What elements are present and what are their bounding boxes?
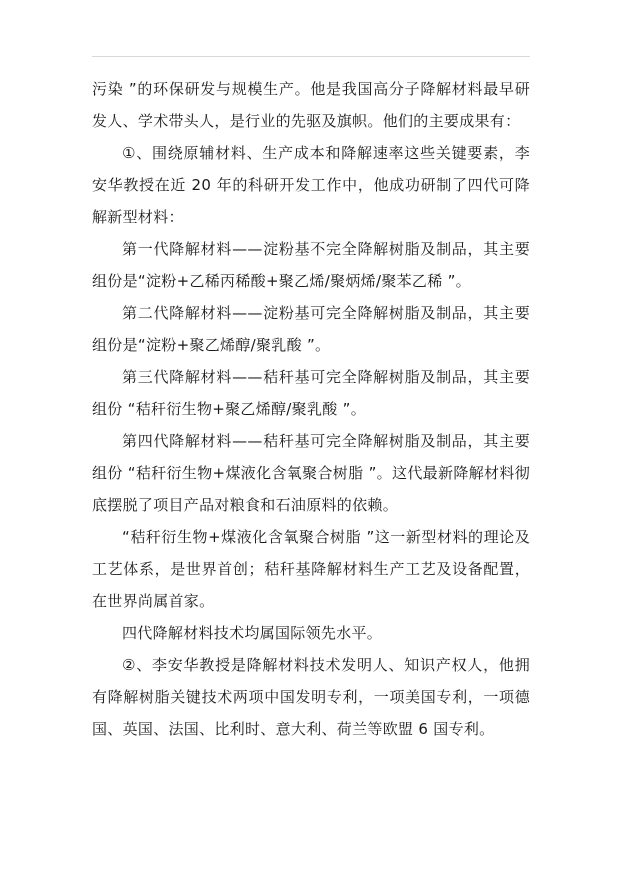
body-text: [92, 73, 530, 745]
paragraph-1: 污染 ”的环保研发与规模生产。他是我国高分子降解材料最早研发人、学术带头人，是行业的先驱及旗帜。他们的主要成果有：: [92, 80, 530, 130]
paragraph-6: 第四代降解材料——秸秆基可完全降解树脂及制品，其主要组份 “秸秆衍生物+煤液化含氧聚合树脂 ”。这代最新降解材料彻底摆脱了项目产品对粮食和石油原料的依赖。: [92, 432, 530, 514]
header-rule: [92, 56, 530, 57]
paragraph-9: ②、李安华教授是降解材料技术发明人、知识产权人，他拥有降解树脂关键技术两项中国发明专利，一项美国专利，一项德国、英国、法国、比利时、意大利、荷兰等欧盟 6 国专利。: [92, 656, 530, 738]
paragraph-4: 第二代降解材料——淀粉基可完全降解树脂及制品，其主要组份是“淀粉+聚乙烯醇/聚乳酸 ”。: [92, 304, 530, 354]
paragraph-5: 第三代降解材料——秸秆基可完全降解树脂及制品，其主要组份 “秸秆衍生物+聚乙烯醇/聚乳酸 ”。: [92, 368, 530, 418]
paragraph-2: ①、围绕原辅材料、生产成本和降解速率这些关键要素，李安华教授在近 20 年的科研开发工作中，他成功研制了四代可降解新型材料：: [92, 144, 530, 226]
paragraph-8: 四代降解材料技术均属国际领先水平。: [122, 624, 383, 642]
paragraph-7: “秸秆衍生物+煤液化含氧聚合树脂 ”这一新型材料的理论及工艺体系，是世界首创；秸秆基降解材料生产工艺及设备配置，在世界尚属首家。: [92, 528, 530, 610]
paragraph-3: 第一代降解材料——淀粉基不完全降解树脂及制品，其主要组份是“淀粉+乙稀丙稀酸+聚乙烯/聚炳烯/聚苯乙稀 ”。: [92, 240, 530, 290]
